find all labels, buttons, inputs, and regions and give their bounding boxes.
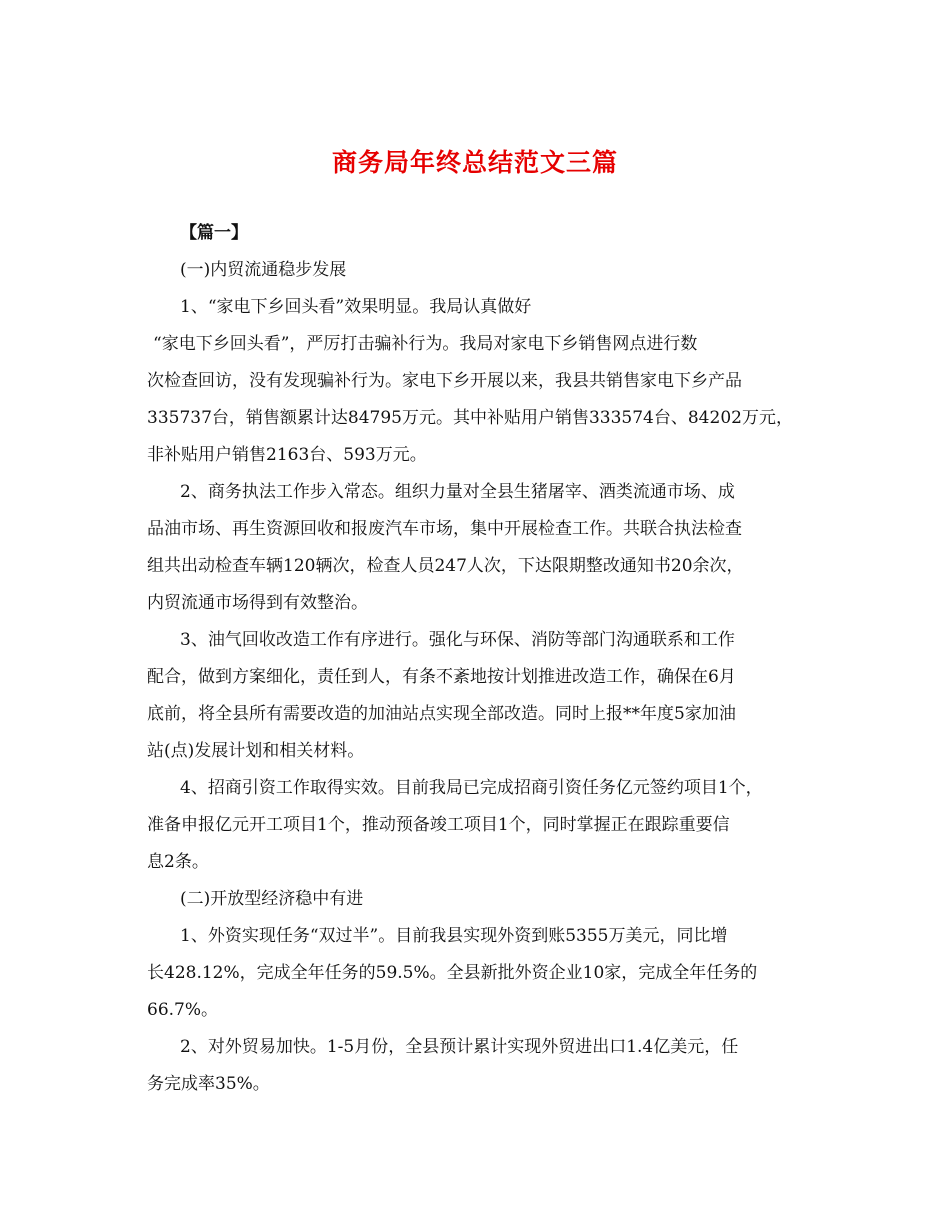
paragraph-line: “家电下乡回头看”，严厉打击骗补行为。我局对家电下乡销售网点进行数	[153, 334, 698, 354]
paragraph-line: 组共出动检查车辆120辆次，检查人员247人次，下达限期整改通知书20余次，	[147, 556, 744, 576]
paragraph-line: 准备申报亿元开工项目1个，推动预备竣工项目1个，同时掌握正在跟踪重要信	[147, 815, 730, 835]
document-title: 商务局年终总结范文三篇	[331, 148, 618, 177]
paragraph-line: 次检查回访，没有发现骗补行为。家电下乡开展以来，我县共销售家电下乡产品	[147, 371, 742, 391]
paragraph-line: 内贸流通市场得到有效整治。	[147, 593, 368, 613]
paragraph-line: 66.7%。	[147, 1000, 219, 1020]
paragraph-line: 务完成率35%。	[147, 1074, 270, 1094]
paragraph-line: 4、招商引资工作取得实效。目前我局已完成招商引资任务亿元签约项目1个，	[180, 778, 763, 798]
paragraph-line: 3、油气回收改造工作有序进行。强化与环保、消防等部门沟通联系和工作	[180, 630, 735, 650]
paragraph-line: 2、商务执法工作步入常态。组织力量对全县生猪屠宰、酒类流通市场、成	[180, 482, 735, 502]
paragraph-line: 1、“家电下乡回头看”效果明显。我局认真做好	[180, 297, 532, 317]
paragraph-line: 息2条。	[147, 852, 209, 872]
paragraph-line: 长428.12%，完成全年任务的59.5%。全县新批外资企业10家，完成全年任务的	[147, 963, 758, 983]
paragraph-line: 配合，做到方案细化，责任到人，有条不紊地按计划推进改造工作，确保在6月	[147, 667, 736, 687]
paragraph-line: 非补贴用户销售2163台、593万元。	[147, 445, 427, 465]
subsection-heading-open-economy: (二)开放型经济稳中有进	[180, 889, 364, 909]
section-heading-part-one: 【篇一】	[180, 223, 248, 243]
paragraph-line: 335737台，销售额累计达84795万元。其中补贴用户销售333574台、84202万元，	[147, 408, 793, 428]
subsection-heading-domestic-trade: (一)内贸流通稳步发展	[180, 260, 347, 280]
paragraph-line: 站(点)发展计划和相关材料。	[147, 741, 365, 761]
paragraph-line: 品油市场、再生资源回收和报废汽车市场，集中开展检查工作。共联合执法检查	[147, 519, 742, 539]
paragraph-line: 1、外资实现任务“双过半”。目前我县实现外资到账5355万美元，同比增	[180, 926, 728, 946]
paragraph-line: 底前，将全县所有需要改造的加油站点实现全部改造。同时上报**年度5家加油	[147, 704, 736, 724]
paragraph-line: 2、对外贸易加快。1-5月份，全县预计累计实现外贸进出口1.4亿美元，任	[180, 1037, 739, 1057]
